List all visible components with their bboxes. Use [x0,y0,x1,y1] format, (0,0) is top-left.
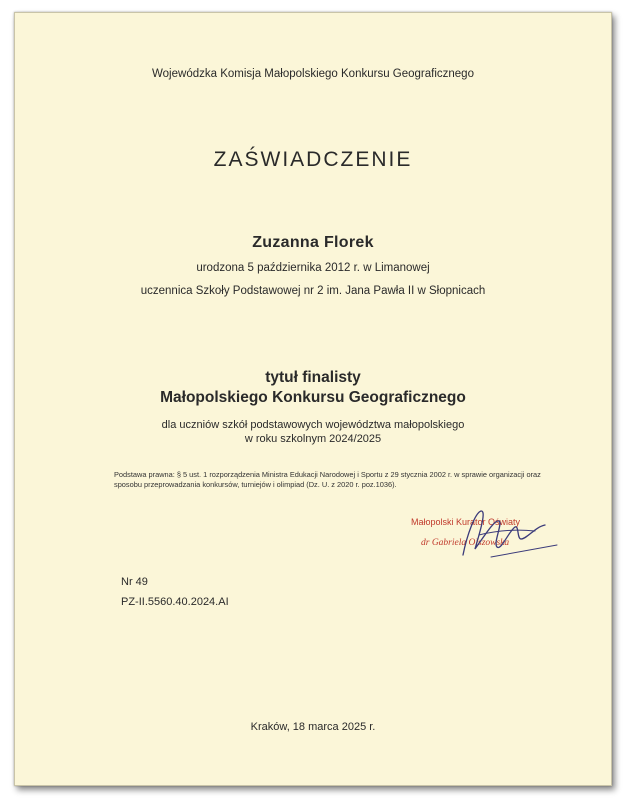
award-title: tytuł finalisty [265,369,361,386]
stamp-name: dr Gabriela Olszowska [421,538,510,548]
award-description: dla uczniów szkół podstawowych województwa małopolskiego [161,419,465,431]
award-contest: Małopolskiego Konkursu Geograficznego [160,389,466,406]
recipient-school: uczennica Szkoły Podstawowej nr 2 im. Jana Pawła II w Słopnicach [140,285,486,297]
recipient-birth: urodzona 5 października 2012 r. w Limanowej [196,262,430,274]
issuing-authority: Wojewódzka Komisja Małopolskiego Konkursu Geograficznego [152,68,474,80]
signature-icon [435,505,565,565]
certificate-sheet [14,12,612,786]
official-stamp [395,505,595,565]
recipient-name: Zuzanna Florek [252,234,374,251]
certificate-number: Nr 49 [121,576,148,588]
award-school-year: w roku szkolnym 2024/2025 [244,433,382,445]
legal-basis: Podstawa prawna: § 5 ust. 1 rozporządzenia Ministra Edukacji Narodowej i Sportu z 29 stycznia 2002 r. w sprawie organizacji oraz sposobu przeprowadzania konkursów, turniejów i olimpiad (Dz. U. z 2020 r. poz.1036). [114,470,541,489]
stamp-title: Małopolski Kurator Oświaty [411,517,521,527]
document-title: ZAŚWIADCZENIE [213,148,413,171]
reference-code: PZ-II.5560.40.2024.AI [121,596,229,608]
place-and-date: Kraków, 18 marca 2025 r. [250,721,376,733]
